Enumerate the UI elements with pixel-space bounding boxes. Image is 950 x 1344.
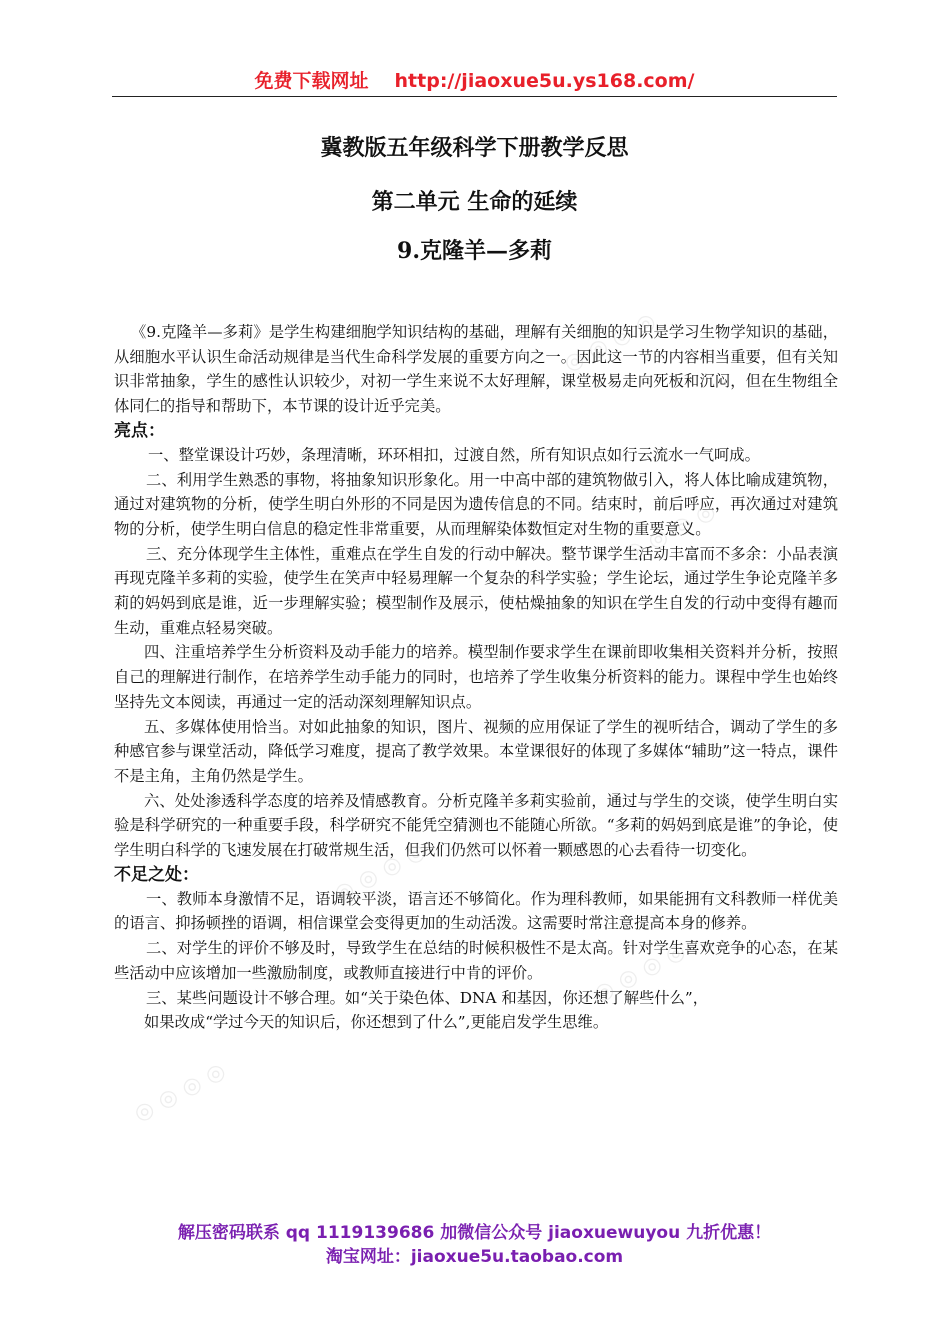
- shortcoming-item-3: 三、某些问题设计不够合理。如“关于染色体、DNA 和基因，你还想了解些什么”，: [146, 988, 708, 1007]
- intro-paragraph: 《9.克隆羊—多莉》是学生构建细胞学知识结构的基础，理解有关细胞的知识是学习生物学知识的基础，从细胞水平认识生命活动规律是当代生命科学发展的重要方向之一。因此这一节的内容相当重要，但有关知识非常抽象，学生的感性认识较少，对初一学生来说不太好理解，课堂极易走向死板和沉闷，但在生物组全体同仁的指导和帮助下，本节课的设计近乎完美。: [114, 323, 838, 416]
- lesson-title: 9.克隆羊—多莉: [397, 238, 552, 264]
- footer-contact: 解压密码联系 qq 1119139686 加微信公众号 jiaoxuewuyou 九折优惠！: [177, 1223, 772, 1243]
- watermark-graphic: ◎ ◎ ◎ ◎: [129, 1058, 230, 1127]
- header-label: 免费下载网址: [254, 70, 369, 92]
- page-header: [112, 66, 837, 93]
- document-title: 冀教版五年级科学下册教学反思: [320, 135, 629, 161]
- shortcoming-item-2: 二、对学生的评价不够及时，导致学生在总结的时候积极性不是太高。针对学生喜欢竞争的心态，在某些活动中应该增加一些激励制度，或教师直接进行中肯的评价。: [114, 939, 838, 982]
- highlights-heading: 亮点：: [114, 420, 165, 441]
- highlight-item-1: 一、整堂课设计巧妙，条理清晰，环环相扣，过渡自然，所有知识点如行云流水一气呵成。: [148, 445, 760, 464]
- shortcoming-item-3-continued: 如果改成“学过今天的知识后，你还想到了什么”,更能启发学生思维。: [144, 1013, 609, 1032]
- highlight-item-6: 六、处处渗透科学态度的培养及情感教育。分析克隆羊多莉实验前，通过与学生的交谈，使学生明白实验是科学研究的一种重要手段，科学研究不能凭空猜测也不能随心所欲。“多莉的妈妈到底是谁”的争论，使学生明白科学的飞速发展在打破常规生活，但我们仍然可以怀着一颗感恩的心去看待一切变化。: [114, 791, 838, 860]
- document-body: [114, 320, 838, 1035]
- highlight-item-3: 三、充分体现学生主体性，重难点在学生自发的行动中解决。整节课学生活动丰富而不多余：小品表演再现克隆羊多莉的实验，使学生在笑声中轻易理解一个复杂的科学实验；学生论坛，通过学生争论克隆羊多莉的妈妈到底是谁，近一步理解实验；模型制作及展示，使枯燥抽象的知识在学生自发的行动中变得有趣而生动，重难点轻易突破。: [114, 544, 838, 637]
- header-url-link[interactable]: http://jiaoxue5u.ys168.com/: [394, 70, 695, 92]
- watermark-graphic: ◎ ◎ ◎ ◎: [559, 308, 660, 377]
- unit-title: 第二单元 生命的延续: [371, 189, 578, 215]
- header-divider: [112, 96, 837, 97]
- highlight-item-5: 五、多媒体使用恰当。对如此抽象的知识，图片、视频的应用保证了学生的视听结合，调动了学生的多种感官参与课堂活动，降低学习难度，提高了教学效果。本堂课很好的体现了多媒体“辅助”这一特点，课件不是主角，主角仍然是学生。: [114, 717, 838, 785]
- shortcomings-heading: 不足之处：: [114, 864, 199, 885]
- watermark-graphic: ◎ ◎ ◎ ◎: [619, 498, 720, 567]
- highlight-item-2: 二、利用学生熟悉的事物，将抽象知识形象化。用一中高中部的建筑物做引入，将人体比喻成建筑物，通过对建筑物的分析，使学生明白外形的不同是因为遗传信息的不同。结束时，前后呼应，再次通过对建筑物的分析，使学生明白信息的稳定性非常重要，从而理解染体数恒定对生物的重要意义。: [114, 470, 838, 538]
- highlight-item-4: 四、注重培养学生分析资料及动手能力的培养。模型制作要求学生在课前即收集相关资料并分析，按照自己的理解进行制作，在培养学生动手能力的同时，也培养了学生收集分析资料的能力。课程中学生也始终坚持先文本阅读，再通过一定的活动深刻理解知识点。: [114, 643, 838, 711]
- watermark-graphic: ◎ ◎ ◎ ◎: [589, 938, 690, 1007]
- footer-shop-link[interactable]: 淘宝网址：jiaoxue5u.taobao.com: [325, 1247, 624, 1267]
- watermark-graphic: ◎ ◎ ◎ ◎: [329, 838, 430, 907]
- shortcoming-item-1: 一、教师本身激情不足，语调较平淡，语言还不够简化。作为理科教师，如果能拥有文科教师一样优美的语言、抑扬顿挫的语调，相信课堂会变得更加的生动活泼。这需要时常注意提高本身的修养。: [114, 889, 838, 933]
